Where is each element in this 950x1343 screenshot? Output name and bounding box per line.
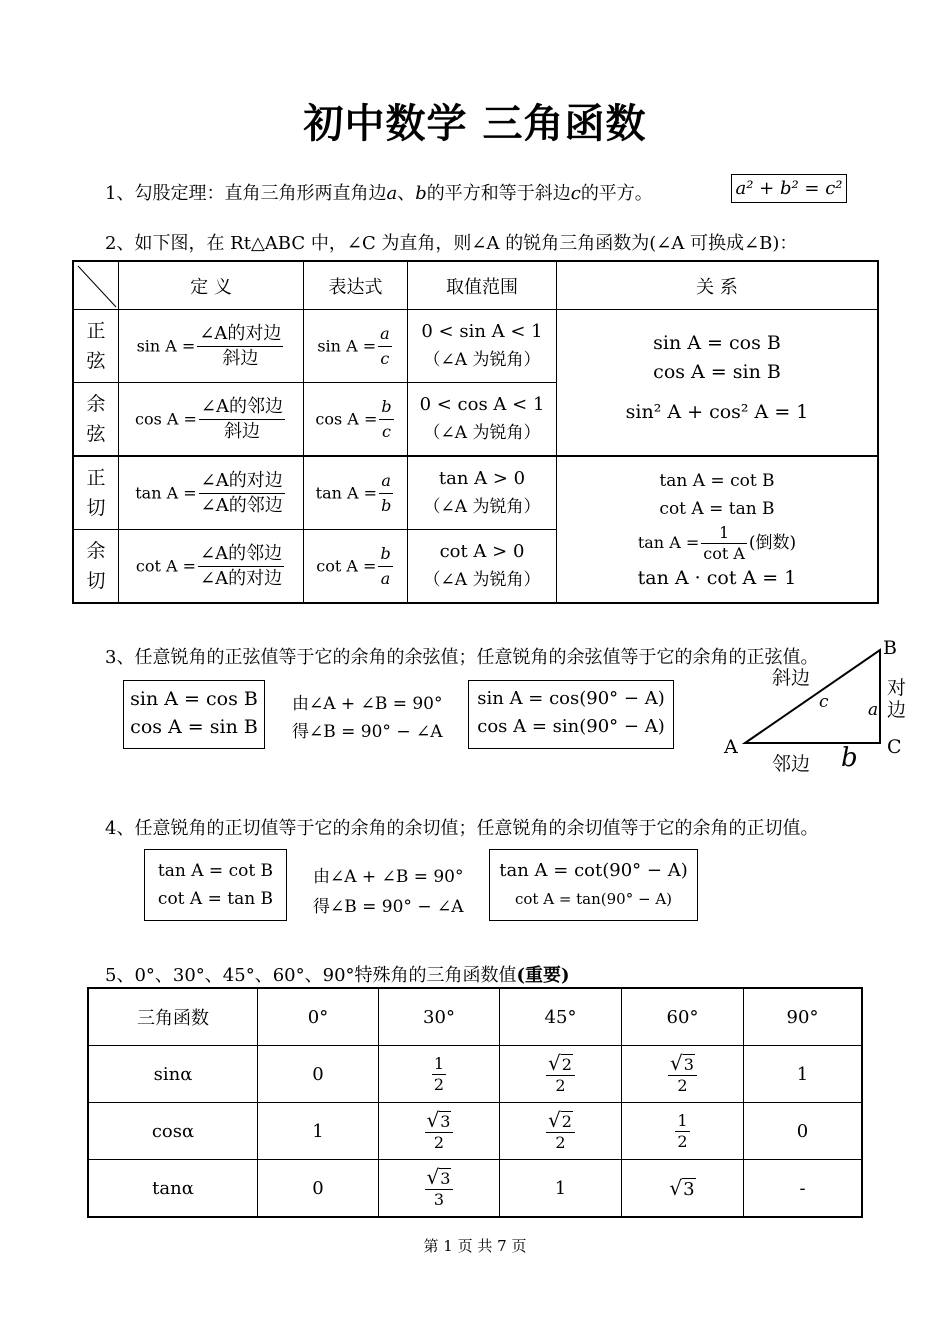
definition-cell: tan A = $\frac{\text{∠A的对边}}{\text{∠A的邻边}}$: [119, 456, 304, 530]
definition-cell: cot A = $\frac{\text{∠A的邻边}}{\text{∠A的对边}}$: [119, 530, 304, 604]
opposite-label-1: 对: [887, 677, 907, 699]
trig-definition-table: [72, 260, 879, 604]
corner-cell: [73, 261, 119, 310]
func-name: sinα: [88, 1046, 258, 1103]
row-label: 余 切: [73, 530, 119, 604]
header-90: 90°: [744, 988, 863, 1046]
range-cell: tan A > 0 （∠A 为锐角）: [408, 456, 557, 530]
s4-box-1: tan A = cot B cot A = tan B: [144, 849, 287, 921]
adjacent-label: 邻边: [772, 753, 811, 775]
expression-cell: sin A = $\frac{a}{c}$: [304, 310, 408, 383]
s1-sep: 、: [397, 183, 416, 204]
header-definition: 定 义: [119, 261, 304, 310]
row-label: 正 切: [73, 456, 119, 530]
s4-box-2: tan A = cot(90° − A) cot A = tan(90° − A): [489, 849, 698, 921]
value-cell: 0: [258, 1160, 379, 1218]
expression-cell: tan A = $\frac{a}{b}$: [304, 456, 408, 530]
header-func: 三角函数: [88, 988, 258, 1046]
diagonal-line: [74, 262, 118, 309]
relation-cell-sin-cos: sin A = cos B cos A = sin B sin² A + cos² A = 1: [557, 310, 879, 457]
table-row: [88, 1103, 862, 1160]
table-row: [88, 1160, 862, 1218]
value-cell: $\frac{√3}{3}$: [379, 1160, 500, 1218]
s1-c: c: [570, 183, 581, 204]
s3-middle: 由∠A + ∠B = 90° 得∠B = 90° − ∠A: [292, 694, 443, 742]
section-4: 4、任意锐角的正切值等于它的余角的余切值；任意锐角的余切值等于它的余角的正切值。: [105, 818, 819, 839]
right-triangle-diagram: [715, 630, 915, 780]
value-cell: √3: [622, 1160, 744, 1218]
table-row: [73, 456, 878, 530]
definition-cell: sin A = $\frac{\text{∠A的对边}}{\text{斜边}}$: [119, 310, 304, 383]
range-cell: 0 < cos A < 1 （∠A 为锐角）: [408, 383, 557, 457]
definition-cell: cos A = $\frac{\text{∠A的邻边}}{\text{斜边}}$: [119, 383, 304, 457]
s4-middle: 由∠A + ∠B = 90° 得∠B = 90° − ∠A: [313, 867, 464, 917]
s1-text: 1、勾股定理：直角三角形两直角边: [105, 183, 387, 204]
value-cell: -: [744, 1160, 863, 1218]
page-title: 初中数学 三角函数: [303, 101, 647, 147]
section-5: 5、0°、30°、45°、60°、90°特殊角的三角函数值(重要): [105, 965, 570, 986]
side-b: b: [841, 743, 858, 773]
header-60: 60°: [622, 988, 744, 1046]
header-30: 30°: [379, 988, 500, 1046]
value-cell: $\frac{√3}{2}$: [622, 1046, 744, 1103]
expression-cell: cos A = $\frac{b}{c}$: [304, 383, 408, 457]
section-2: 2、如下图，在 Rt△ABC 中，∠C 为直角，则∠A 的锐角三角函数为(∠A 可换成∠B)：: [105, 233, 798, 254]
row-label: 余 弦: [73, 383, 119, 457]
value-cell: 0: [258, 1046, 379, 1103]
header-expression: 表达式: [304, 261, 408, 310]
table-row: [88, 1046, 862, 1103]
value-cell: $\frac{1}{2}$: [622, 1103, 744, 1160]
vertex-c: C: [887, 736, 902, 758]
side-a: a: [868, 700, 879, 720]
pythagoras-formula-box: a² + b² = c²: [731, 174, 847, 203]
header-0: 0°: [258, 988, 379, 1046]
s3-box-1: sin A = cos B cos A = sin B: [123, 680, 265, 749]
triangle-shape: [745, 650, 880, 743]
value-cell: 1: [744, 1046, 863, 1103]
section-1: [105, 179, 653, 205]
relation-cell-tan-cot: tan A = cot B cot A = tan B tan A = $\frac{1}{\text{cot A}}$ (倒数) tan A · cot A = 1: [557, 456, 879, 603]
func-name: tanα: [88, 1160, 258, 1218]
vertex-b: B: [883, 637, 897, 659]
table-row: [88, 988, 862, 1046]
s1-text3: 的平方。: [580, 183, 653, 204]
func-name: cosα: [88, 1103, 258, 1160]
value-cell: $\frac{1}{2}$: [379, 1046, 500, 1103]
value-cell: 0: [744, 1103, 863, 1160]
opposite-label-2: 边: [887, 699, 907, 721]
row-label: 正 弦: [73, 310, 119, 383]
header-range: 取值范围: [408, 261, 557, 310]
s1-a: a: [386, 183, 398, 204]
header-relation: 关 系: [557, 261, 879, 310]
hypotenuse-label: 斜边: [772, 667, 811, 689]
range-cell: cot A > 0 （∠A 为锐角）: [408, 530, 557, 604]
s1-text2: 的平方和等于斜边: [426, 183, 571, 204]
value-cell: $\frac{√2}{2}$: [500, 1046, 622, 1103]
page-footer: 第 1 页 共 7 页: [423, 1237, 527, 1255]
vertex-a: A: [724, 736, 738, 758]
value-cell: 1: [500, 1160, 622, 1218]
table-row: [73, 310, 878, 383]
expression-cell: cot A = $\frac{b}{a}$: [304, 530, 408, 604]
section-3: 3、任意锐角的正弦值等于它的余角的余弦值；任意锐角的余弦值等于它的余角的正弦值。: [105, 647, 819, 668]
value-cell: 1: [258, 1103, 379, 1160]
value-cell: $\frac{√3}{2}$: [379, 1103, 500, 1160]
s3-box-2: sin A = cos(90° − A) cos A = sin(90° − A): [468, 680, 674, 749]
header-45: 45°: [500, 988, 622, 1046]
value-cell: $\frac{√2}{2}$: [500, 1103, 622, 1160]
range-cell: 0 < sin A < 1 （∠A 为锐角）: [408, 310, 557, 383]
s1-b: b: [415, 183, 427, 204]
special-angle-table: [87, 987, 863, 1218]
side-c: c: [819, 692, 829, 712]
